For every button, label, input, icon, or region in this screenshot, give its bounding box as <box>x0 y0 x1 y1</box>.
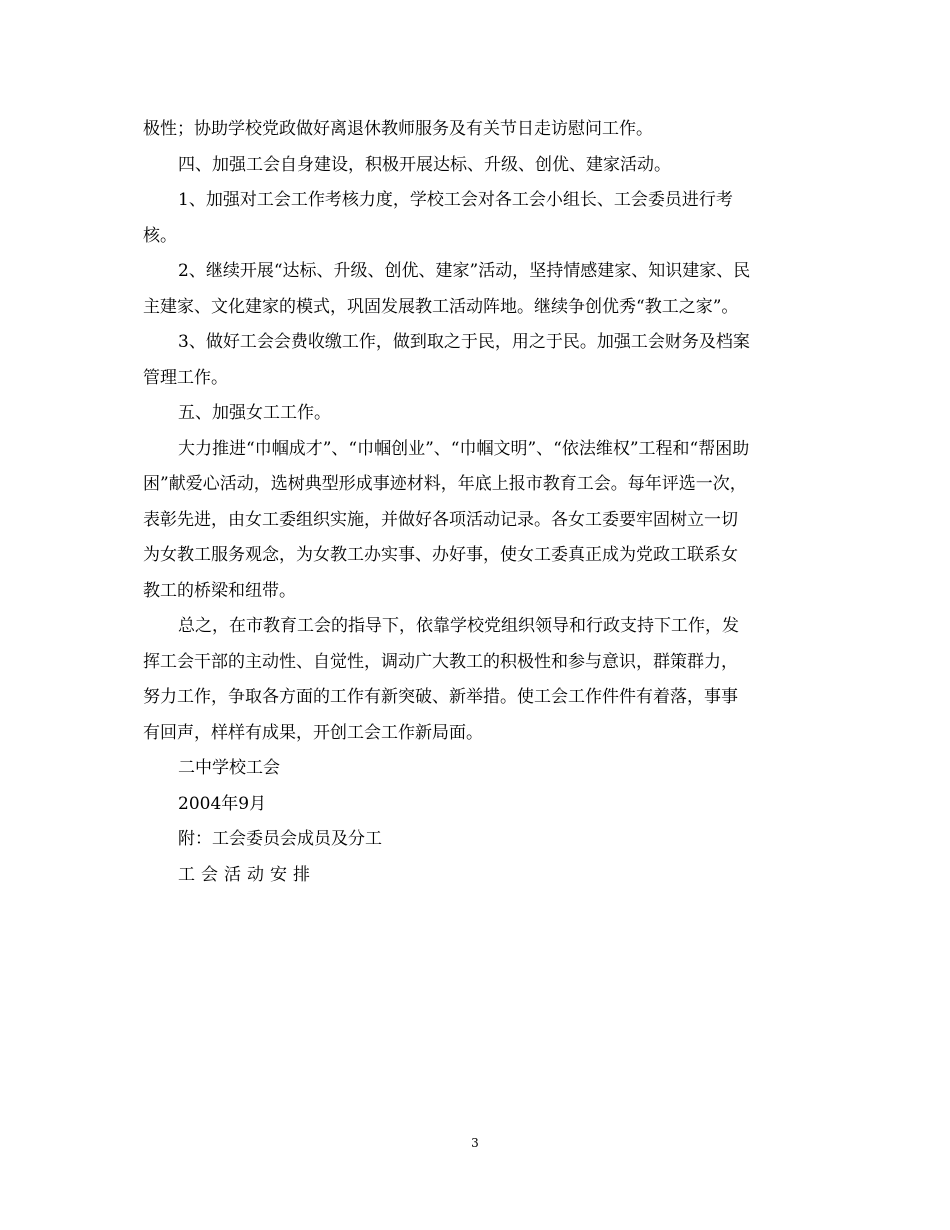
text-line: 主建家、文化建家的模式，巩固发展教工活动阵地。继续争创优秀“教工之家”。 <box>143 296 739 317</box>
text-line: 2、继续开展“达标、升级、创优、建家”活动，坚持情感建家、知识建家、民 <box>178 261 751 281</box>
text-line: 核。 <box>143 225 177 246</box>
text-line: 1、加强对工会工作考核力度，学校工会对各工会小组长、工会委员进行考 <box>178 190 733 210</box>
text-line: 大力推进“巾帼成才”、“巾帼创业”、“巾帼文明”、“依法维权”工程和“帮困助 <box>178 438 750 459</box>
text-line: 3、做好工会会费收缴工作，做到取之于民，用之于民。加强工会财务及档案 <box>178 332 750 352</box>
text-line: 极性；协助学校党政做好离退休教师服务及有关节日走访慰问工作。 <box>143 119 653 139</box>
document-body <box>143 112 809 893</box>
text-line: 有回声，样样有成果，开创工会工作新局面。 <box>143 722 483 743</box>
section-heading: 四、加强工会自身建设，积极开展达标、升级、创优、建家活动。 <box>178 154 671 175</box>
signature-organization: 二中学校工会 <box>178 758 280 778</box>
text-line: 挥工会干部的主动性、自觉性，调动广大教工的积极性和参与意识，群策群力， <box>143 651 738 672</box>
attachment-line: 工会活动安排 <box>178 864 316 885</box>
attachment-line: 附：工会委员会成员及分工 <box>178 829 382 849</box>
signature-date: 2004年9月 <box>178 793 267 814</box>
text-line: 总之，在市教育工会的指导下，依靠学校党组织领导和行政支持下工作，发 <box>178 616 739 636</box>
text-line: 困”献爱心活动，选树典型形成事迹材料，年底上报市教育工会。每年评选一次， <box>143 474 747 494</box>
section-heading: 五、加强女工工作。 <box>178 403 331 423</box>
text-line: 管理工作。 <box>143 367 228 388</box>
text-line: 表彰先进，由女工委组织实施，并做好各项活动记录。各女工委要牢固树立一切 <box>143 509 738 530</box>
text-line: 努力工作，争取各方面的工作有新突破、新举措。使工会工作件件有着落，事事 <box>143 687 738 707</box>
text-line: 教工的桥梁和纽带。 <box>143 580 296 601</box>
text-line: 为女教工服务观念，为女教工办实事、办好事，使女工委真正成为党政工联系女 <box>143 545 738 565</box>
page-number: 3 <box>471 1136 479 1150</box>
